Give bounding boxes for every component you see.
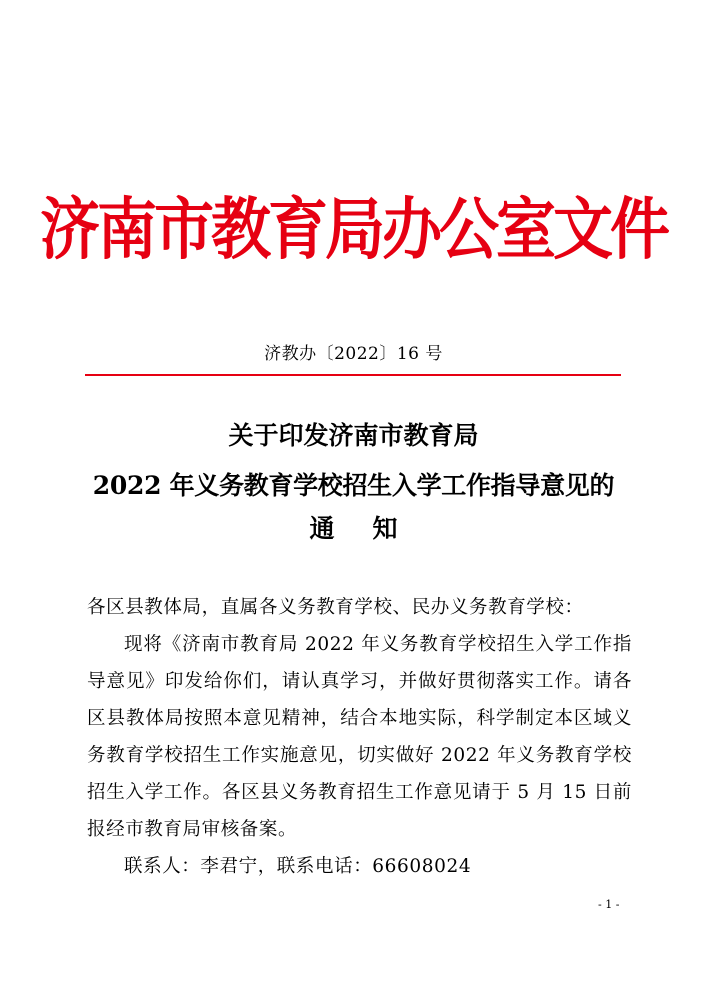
red-separator-line	[85, 374, 621, 376]
title-notice-char-1: 通	[309, 514, 335, 543]
salutation: 各区县教体局，直属各义务教育学校、民办义务教育学校：	[87, 597, 584, 618]
title-notice-char-2: 知	[372, 514, 398, 543]
page-number: - 1 -	[598, 898, 620, 911]
document-masthead: 济南市教育局办公室文件	[40, 190, 667, 270]
body-paragraph: 现将《济南市教育局 2022 年义务教育学校招生入学工作指导意见》印发给你们，请认真学习，并做好贯彻落实工作。请各区县教体局按照本意见精神，结合本地实际，科学制定本区域义务教育学校招生工作实施意见，切实做好 2022 年义务教育学校招生入学工作。各区县义务教育招生工作意见请于 5 月 15 日前报经市教育局审核备案。	[87, 634, 632, 840]
title-line-1: 关于印发济南市教育局	[228, 421, 479, 450]
title-line-2: 2022 年义务教育学校招生入学工作指导意见的	[92, 471, 615, 500]
title-line-3	[0, 512, 707, 546]
document-number: 济教办〔2022〕16 号	[264, 344, 443, 364]
contact-line: 联系人：李君宁，联系电话：66608024	[124, 856, 472, 877]
